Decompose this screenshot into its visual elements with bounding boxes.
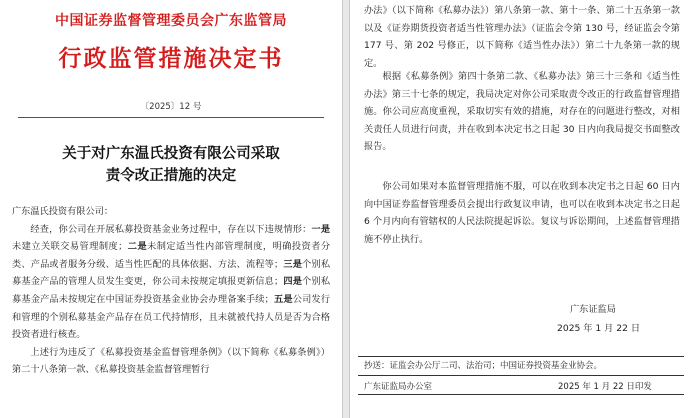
legal-basis-continuation: 办法》（以下简称《私募办法》）第八条第一款、第十一条、第二十五条第一款以及《证券期货投资者适当性管理办法》（证监会令第 130 号，经证监会令第 177 号、第 202 号修正，以下简称《适当性办法》）第二十九条第一款的规定。 bbox=[364, 5, 680, 69]
document-title bbox=[0, 143, 342, 187]
right-body-continuation bbox=[364, 2, 680, 72]
red-divider bbox=[18, 117, 324, 118]
findings-paragraph bbox=[12, 221, 330, 344]
document-type-title: 行政监管措施决定书 bbox=[58, 45, 284, 72]
item-5-marker: 五是 bbox=[273, 293, 293, 305]
appeal-paragraph: 你公司如果对本监督管理措施不服，可以在收到本决定书之日起 60 日内向中国证券监督管理委员会提出行政复议申请，也可以在收到本决定书之日起 6 个月内向有管辖权的人民法院提起诉讼。复议与诉讼期间，上述监督管理措施不停止执行。 bbox=[364, 181, 680, 245]
legal-basis-paragraph: 上述行为违反了《私募投资基金监督管理条例》（以下简称《私募条例》）第二十八条第一款、《私募投资基金监督管理暂行 bbox=[12, 346, 330, 376]
item-4-text: 个别私募基金产品未按规定在中国证券投资基金业协会办理备案手续； bbox=[12, 276, 331, 305]
cc-recipients: 抄送：证监会办公厅二司、法治司；中国证券投资基金业协会。 bbox=[364, 361, 603, 371]
measure-paragraph-wrap bbox=[364, 68, 680, 156]
measure-paragraph: 根据《私募条例》第四十条第二款、《私募办法》第三十三条和《适当性办法》第三十七条的规定，我局决定对你公司采取责令改正的行政监督管理措施。你公司应高度重视，采取切实有效的措施，对存在的问题进行整改，对相关责任人员进行问责，并在收到本决定书之日起 30 日内向我局提交书面整改报告。 bbox=[364, 71, 680, 153]
footer-print-date: 2025 年 1 月 22 日印发 bbox=[558, 382, 652, 392]
document-title-line-2: 责令改正措施的决定 bbox=[105, 167, 237, 184]
item-2-text: 未制定适当性内部管理制度，明确投资者分类、产品或者服务分级、适当性匹配的具体依据、方法、流程等； bbox=[12, 241, 331, 270]
footer-issuing-office: 广东证监局办公室 bbox=[364, 382, 433, 392]
findings-intro: 经查，你公司在开展私募投资基金业务过程中，存在以下违规情形： bbox=[30, 223, 312, 235]
cc-top-rule bbox=[358, 356, 684, 357]
appeal-paragraph-wrap bbox=[364, 178, 680, 248]
left-body-text bbox=[12, 203, 330, 379]
signing-date: 2025 年 1 月 22 日 bbox=[557, 323, 641, 334]
footer-top-rule bbox=[358, 375, 684, 376]
item-3-text: 个别私募基金产品的管理人员发生变更，你公司未按规定填报更新信息； bbox=[12, 258, 331, 288]
footer-bottom-rule bbox=[358, 394, 684, 395]
item-1-marker: 一是 bbox=[311, 223, 331, 235]
issuing-authority-header: 中国证券监督管理委员会广东监管局 bbox=[55, 13, 287, 29]
signing-authority: 广东证监局 bbox=[570, 304, 616, 315]
item-3-marker: 三是 bbox=[283, 258, 303, 270]
document-page-right bbox=[350, 0, 692, 418]
item-1-text: 未建立关联交易管理制度； bbox=[12, 241, 128, 253]
document-number: 〔2025〕12 号 bbox=[140, 102, 202, 112]
document-title-line-1: 关于对广东温氏投资有限公司采取 bbox=[62, 145, 280, 162]
item-2-marker: 二是 bbox=[127, 241, 148, 253]
item-4-marker: 四是 bbox=[283, 276, 303, 288]
item-5-text: 公司发行和管理的个别私募基金产品存在员工代持情形，且未就被代持人员是否为合格投资者进行核查。 bbox=[12, 293, 331, 341]
document-page-left bbox=[0, 0, 342, 418]
salutation: 广东温氏投资有限公司： bbox=[12, 206, 114, 217]
page-gutter bbox=[342, 0, 350, 418]
